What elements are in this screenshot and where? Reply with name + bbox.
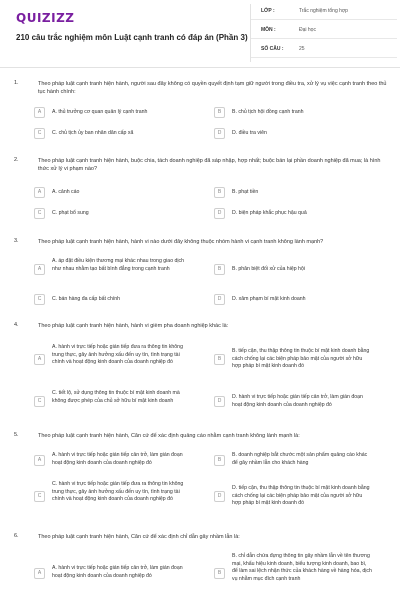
question-number: 3. bbox=[14, 238, 19, 244]
meta-key: MÔN : bbox=[261, 27, 276, 33]
meta-value: Trắc nghiệm tổng hợp bbox=[299, 8, 348, 14]
worksheet-meta bbox=[250, 4, 396, 62]
option-text: B. chủ tịch hội đồng cạnh tranh bbox=[232, 109, 304, 115]
option-text: B. chỉ dẫn chứa đựng thông tin gây nhầm lẫn về tên thương mại, khẩu hiệu kinh doanh, biểu tượng kinh doanh, bao bì, để làm sai lệch nhận thức của khách hàng về hàng hóa, dịch vụ nhằm mục đích cạnh tranh bbox=[232, 553, 372, 582]
option-text: C. tiết lộ, sử dụng thông tin thuộc bí mật kinh doanh mà không được phép của chủ sở hữu bí mật kinh doanh bbox=[52, 390, 180, 404]
meta-row-count bbox=[251, 42, 397, 58]
option-text: D. hành vi trực tiếp hoặc gián tiếp cản trở, làm gián đoạn hoạt động kinh doanh của doanh nghiệp đó bbox=[232, 394, 363, 408]
option-letter-box: C bbox=[34, 208, 45, 219]
option-letter-box: B bbox=[214, 187, 225, 198]
option-text: A. hành vi trực tiếp hoặc gián tiếp cản trở, làm gián đoạn hoạt động kinh doanh của doanh nghiệp đó bbox=[52, 565, 183, 579]
option-text: A. thủ trưởng cơ quan quản lý cạnh tranh bbox=[52, 109, 148, 115]
option-text: D. biện pháp khắc phục hậu quả bbox=[232, 210, 307, 216]
option-letter-box: B bbox=[214, 455, 225, 466]
meta-row-subject bbox=[251, 23, 397, 39]
option-text: C. chủ tịch ủy ban nhân dân cấp xã bbox=[52, 130, 134, 136]
option-letter-box: A bbox=[34, 187, 45, 198]
option-text: A. hành vi trực tiếp hoặc gián tiếp đưa ra thông tin không trung thực, gây ảnh hưởng xấu đến uy tín, tình trạng tài chính và hoạt động kinh doanh của doanh nghiệp đó bbox=[52, 344, 183, 365]
option-text: B. phạt tiền bbox=[232, 189, 259, 195]
worksheet-header bbox=[0, 0, 400, 68]
page-title: 210 câu trắc nghiệm môn Luật cạnh tranh có đáp án (Phần 3) bbox=[16, 33, 248, 42]
option-text: D. tiếp cận, thu thập thông tin thuộc bí mật kinh doanh bằng cách chống lại các biện pháp bảo mật của người sở hữu hợp pháp bí mật kinh doanh đó bbox=[232, 485, 370, 506]
option-letter-box: D bbox=[214, 396, 225, 407]
option-text: B. phân biệt đối xử của hiệp hội bbox=[232, 266, 305, 272]
question-text: Theo pháp luật cạnh tranh hiện hành, hành vi gièm pha doanh nghiệp khác là: bbox=[38, 323, 229, 329]
option-text: A. cảnh cáo bbox=[52, 189, 80, 195]
option-text: C. phạt bổ sung bbox=[52, 210, 89, 216]
option-text: B. doanh nghiệp bắt chước một sản phẩm quảng cáo khác để gây nhầm lẫn cho khách hàng bbox=[232, 452, 368, 466]
option-letter-box: C bbox=[34, 294, 45, 305]
option-letter-box: C bbox=[34, 491, 45, 502]
question-text: Theo pháp luật cạnh tranh hiện hành, buộc chia, tách doanh nghiệp đã sáp nhập, hợp nhất; buộc bán lại phần doanh nghiệp đã mua; là hình thức xử lý vi phạm nào? bbox=[38, 158, 381, 172]
question-text: Theo pháp luật cạnh tranh hiện hành, Căn cứ để xác định quảng cáo nhằm cạnh tranh không lành mạnh là: bbox=[38, 433, 300, 439]
option-letter-box: A bbox=[34, 455, 45, 466]
question-text: Theo pháp luật cạnh tranh hiện hành, người sau đây không có quyền quyết định tạm giữ người trong điều tra, xử lý vụ việc cạnh tranh theo thủ tục hành chính: bbox=[38, 81, 387, 95]
question-text: Theo pháp luật cạnh tranh hiện hành, hành vi nào dưới đây không thuộc nhóm hành vi cạnh tranh không lành mạnh? bbox=[38, 239, 324, 245]
option-letter-box: C bbox=[34, 128, 45, 139]
option-text: C. bán hàng đa cấp bất chính bbox=[52, 296, 121, 302]
option-text: C. hành vi trực tiếp hoặc gián tiếp đưa ra thông tin không trung thực, gây ảnh hưởng xấu đến uy tín, tình trạng tài chính và hoạt động kinh doanh của doanh nghiệp đó bbox=[52, 481, 184, 502]
option-text: B. tiếp cận, thu thập thông tin thuộc bí mật kinh doanh bằng cách chống lại các biện pháp bảo mật của người sở hữu hợp pháp bí mật kinh doanh đó bbox=[232, 348, 370, 369]
option-letter-box: A bbox=[34, 568, 45, 579]
question-text: Theo pháp luật cạnh tranh hiện hành, Căn cứ để xác định chỉ dẫn gây nhầm lẫn là: bbox=[38, 534, 240, 540]
meta-value: 25 bbox=[299, 46, 305, 52]
option-letter-box: A bbox=[34, 107, 45, 118]
option-letter-box: B bbox=[214, 264, 225, 275]
option-letter-box: A bbox=[34, 264, 45, 275]
option-letter-box: D bbox=[214, 208, 225, 219]
option-letter-box: C bbox=[34, 396, 45, 407]
option-letter-box: D bbox=[214, 294, 225, 305]
meta-key: SỐ CÂU : bbox=[261, 46, 284, 52]
question-number: 5. bbox=[14, 432, 19, 438]
question-number: 1. bbox=[14, 80, 19, 86]
quizizz-logo[interactable]: QUIZIZZ bbox=[16, 11, 75, 25]
meta-row-class bbox=[251, 4, 397, 20]
option-text: A. áp đặt điều kiện thương mại khác nhau trong giao dịch như nhau nhằm tạo bất bình đẳng trong cạnh tranh bbox=[52, 258, 185, 272]
question-number: 6. bbox=[14, 533, 19, 539]
meta-value: Đại học bbox=[299, 27, 316, 33]
option-letter-box: D bbox=[214, 128, 225, 139]
option-text: A. hành vi trực tiếp hoặc gián tiếp cản trở, làm gián đoạn hoạt động kinh doanh của doanh nghiệp đó bbox=[52, 452, 183, 466]
question-number: 2. bbox=[14, 157, 19, 163]
option-text: D. điều tra viên bbox=[232, 130, 267, 136]
option-text: D. xâm phạm bí mật kinh doanh bbox=[232, 296, 306, 302]
option-letter-box: B bbox=[214, 354, 225, 365]
option-letter-box: A bbox=[34, 354, 45, 365]
option-letter-box: B bbox=[214, 568, 225, 579]
option-letter-box: D bbox=[214, 491, 225, 502]
question-number: 4. bbox=[14, 322, 19, 328]
option-letter-box: B bbox=[214, 107, 225, 118]
meta-key: LỚP : bbox=[261, 8, 275, 14]
